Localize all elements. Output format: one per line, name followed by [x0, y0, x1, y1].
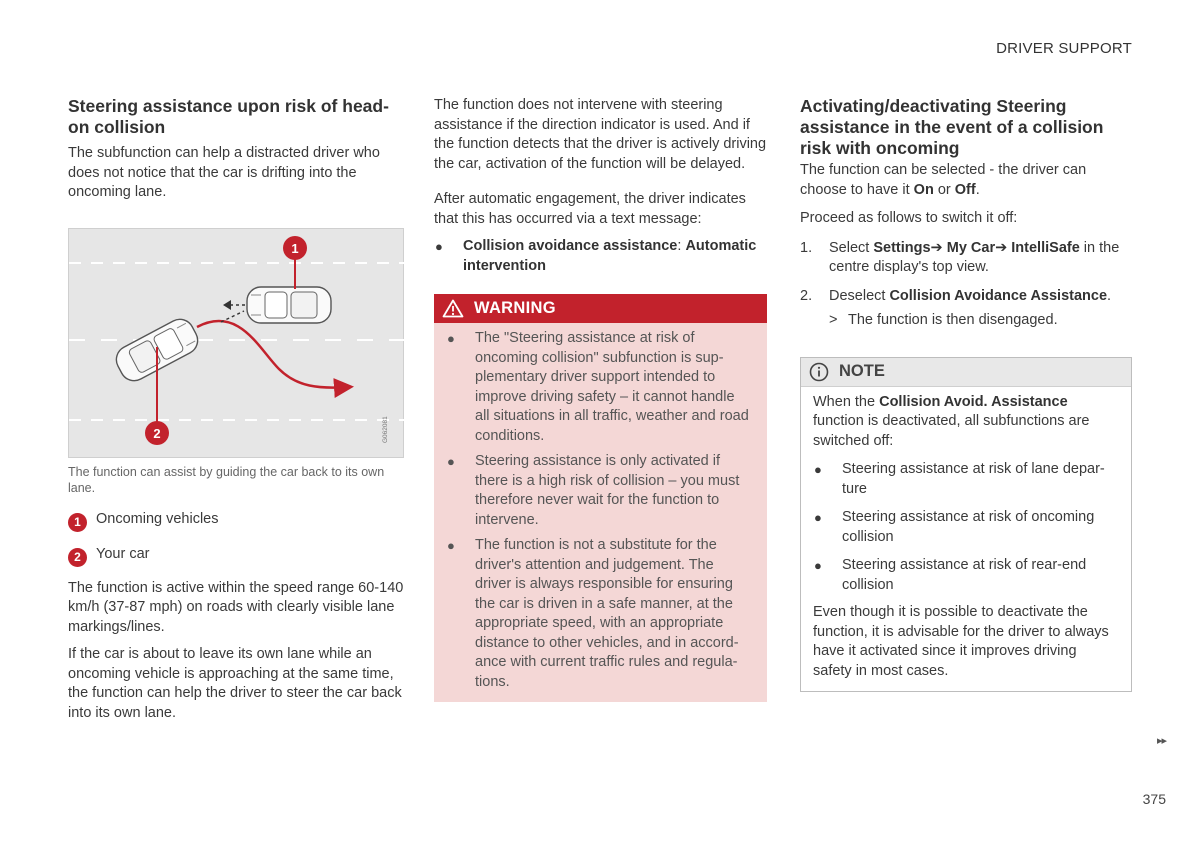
- message-item: ● Collision avoidance assistance: Automatic intervention: [435, 238, 757, 274]
- indicator-paragraph: The function does not intervene with steering assistance if the direction indicator is used. And if the function detects that the driver is actively driving the car, activation of the function will be delayed.: [434, 97, 767, 172]
- warning-triangle-icon: [442, 299, 464, 318]
- collision-avoidance-option: Collision Avoidance Assistance: [889, 287, 1108, 304]
- road-diagram: [69, 229, 405, 459]
- figure-caption: The function can assist by guiding the car back to its own lane.: [68, 464, 385, 495]
- step-2: 2. Deselect Collision Avoidance Assistance.: [800, 287, 1112, 304]
- speed-range-paragraph: The function is active within the speed range 60-140 km/h (37-87 mph) on roads with clearly visible lane markings/lines.: [68, 579, 404, 635]
- page-number: 375: [1142, 791, 1166, 807]
- legend-badge-2: 2: [68, 548, 87, 567]
- selection-paragraph: The function can be selected - the driver can choose to have it On or Off.: [800, 162, 1087, 198]
- proceed-paragraph: Proceed as follows to switch it off:: [800, 210, 1018, 226]
- warning-item: ● Steering assistance is only activated if there is a high risk of collision – you must therefore never wait for the function to intervene.: [447, 453, 740, 528]
- legend-item-your-car: [68, 545, 404, 567]
- callout-2-label: 2: [153, 425, 161, 441]
- warning-box: [434, 294, 767, 702]
- note-closing: Even though it is possible to deactivate the function, it is advisable for the driver to always have it activated since it improves driving safety in most cases.: [813, 604, 1109, 679]
- message-separator: :: [677, 238, 686, 254]
- message-part-2: Automatic intervention: [463, 238, 757, 274]
- menu-intellisafe: IntelliSafe: [1011, 239, 1080, 256]
- engagement-paragraph: After automatic engagement, the driver indicates that this has occurred via a text message:: [434, 191, 746, 227]
- figure-ref-code: G062081: [382, 415, 389, 443]
- column-middle: [434, 96, 767, 702]
- collision-illustration: [68, 228, 404, 458]
- warning-item: ● The function is not a substitute for the driver's attention and judgement. The driver is always responsible for ensuring the car is driven in a safe manner, at the appropriate speed, with an appropriate distance to other vehicles, and in accord-ance with current traffic rules and regula-tions.: [447, 537, 739, 690]
- message-list: [434, 237, 767, 276]
- note-body: [801, 387, 1131, 692]
- arrow-right-icon: ➔: [995, 239, 1008, 256]
- switch-off-steps: [800, 239, 1132, 307]
- continue-arrows-icon: ▸▸: [1156, 735, 1166, 747]
- menu-settings: Settings: [873, 239, 931, 256]
- steering-path-arrow: [197, 320, 349, 387]
- option-off: Off: [954, 181, 976, 198]
- callout-1-label: 1: [291, 240, 299, 256]
- option-on: On: [913, 181, 934, 198]
- legend-badge-1: 1: [68, 513, 87, 532]
- section-header: DRIVER SUPPORT: [996, 40, 1132, 57]
- message-part-1: Collision avoidance assistance: [463, 238, 678, 254]
- warning-header: [434, 294, 767, 323]
- section-heading: Steering assistance upon risk of head-on collision: [68, 96, 389, 137]
- note-title: NOTE: [839, 362, 885, 380]
- lane-return-paragraph: If the car is about to leave its own lane while an oncoming vehicle is approaching at the same time, the function can help the driver to steer the car back into its own lane.: [68, 646, 402, 721]
- info-icon: [809, 362, 829, 382]
- column-left: [68, 96, 404, 723]
- oncoming-arrowhead-icon: [223, 300, 231, 310]
- oncoming-car-icon: [247, 287, 331, 323]
- legend-text-1: Oncoming vehicles: [96, 510, 219, 527]
- menu-my-car: My Car: [946, 239, 996, 256]
- subfunction-item: ● Steering assistance at risk of oncoming collision: [814, 509, 1095, 545]
- activation-heading: Activating/deactivating Steering assistance in the event of a collision risk with oncoming: [800, 96, 1104, 158]
- legend-item-oncoming: [68, 510, 404, 532]
- note-box: [800, 357, 1132, 693]
- column-right: [800, 96, 1132, 692]
- note-intro: When the Collision Avoid. Assistance function is deactivated, all subfunctions are switched off:: [813, 393, 1090, 449]
- subfunction-list: [813, 460, 1119, 595]
- arrow-right-icon: ➔: [930, 239, 943, 256]
- subfunction-item: ● Steering assistance at risk of rear-end collision: [814, 557, 1087, 593]
- step-1: 1. Select Settings➔ My Car➔ IntelliSafe in the centre display's top view.: [800, 239, 1120, 275]
- warning-title: WARNING: [474, 299, 556, 317]
- intro-paragraph: The subfunction can help a distracted driver who does not notice that the car is drifting into the oncoming lane.: [68, 145, 380, 200]
- note-header: [801, 358, 1131, 387]
- legend-text-2: Your car: [96, 545, 150, 562]
- warning-item: ● The "Steering assistance at risk of oncoming collision" subfunction is sup-plementary driver support intended to improve driving safety – it cannot handle all situations in all traffic, weather and road conditions.: [447, 330, 749, 444]
- warning-list: [434, 323, 767, 692]
- subfunction-item: ● Steering assistance at risk of lane depar-ture: [814, 461, 1105, 497]
- step-result: > The function is then disengaged.: [829, 312, 1058, 328]
